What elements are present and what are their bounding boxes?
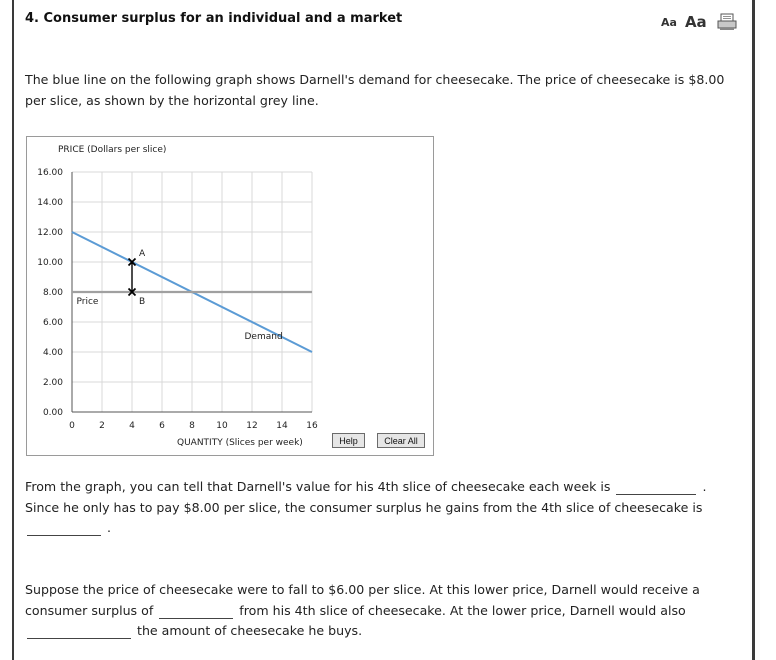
x-axis-title: QUANTITY (Slices per week) (177, 438, 303, 448)
value-4th-slice-input[interactable] (616, 480, 696, 495)
new-consumer-surplus-input[interactable] (159, 604, 233, 619)
x-tick-label: 6 (159, 421, 165, 431)
question-part-1 (25, 477, 730, 539)
question-title: 4. Consumer surplus for an individual and a market (25, 11, 403, 26)
consumer-surplus-input[interactable] (27, 521, 101, 536)
marker-label: B (139, 297, 146, 307)
x-tick-label: 16 (306, 421, 318, 431)
part2-text-a: Suppose the price of cheesecake were to fall to $6.00 per slice. At this lower price, Darnell would receive a consumer surplus of (25, 582, 700, 618)
y-tick-label: 8.00 (42, 288, 63, 298)
marker-label: A (139, 249, 146, 259)
price-line-label: Price (76, 297, 99, 307)
demand-chart (27, 137, 433, 455)
demand-line-label: Demand (244, 332, 283, 342)
graph-panel (26, 136, 434, 456)
part2-text-b: from his 4th slice of cheesecake. At the lower price, Darnell would also (239, 602, 686, 618)
help-button[interactable]: Help (332, 433, 365, 448)
y-tick-label: 2.00 (42, 378, 63, 388)
y-tick-label: 12.00 (37, 228, 63, 238)
part2-text-c: the amount of cheesecake he buys. (137, 623, 363, 638)
part1-text-a: From the graph, you can tell that Darnell's value for his 4th slice of cheesecake each week is (25, 479, 611, 494)
y-tick-label: 0.00 (42, 408, 63, 418)
y-tick-label: 4.00 (42, 348, 63, 358)
x-tick-label: 12 (246, 421, 258, 431)
y-tick-label: 6.00 (42, 318, 63, 328)
y-tick-label: 14.00 (37, 198, 63, 208)
x-tick-label: 8 (189, 421, 195, 431)
y-axis-title: PRICE (Dollars per slice) (58, 145, 167, 155)
font-size-controls (661, 9, 737, 31)
clear-all-button[interactable]: Clear All (377, 433, 425, 448)
font-larger-button[interactable]: Aa (684, 13, 707, 31)
y-tick-label: 16.00 (37, 168, 63, 178)
font-smaller-button[interactable]: Aa (661, 16, 677, 29)
left-border (12, 0, 14, 660)
right-border (752, 0, 755, 660)
x-tick-label: 14 (276, 421, 288, 431)
y-tick-label: 10.00 (37, 258, 63, 268)
part1-text-c: Since he only has to pay $8.00 per slice, the consumer surplus he gains from the 4th slice of cheesecake is (25, 499, 703, 515)
x-tick-label: 2 (99, 421, 105, 431)
part1-text-b: . (702, 479, 707, 494)
print-icon[interactable] (717, 13, 737, 31)
x-tick-label: 4 (129, 421, 135, 431)
part1-text-d: . (107, 520, 112, 535)
question-part-2 (25, 580, 730, 642)
x-tick-label: 10 (216, 421, 228, 431)
x-tick-label: 0 (69, 421, 75, 431)
quantity-change-input[interactable] (27, 624, 131, 639)
intro-text: The blue line on the following graph shows Darnell's demand for cheesecake. The price of cheesecake is $8.00 per slice, as shown by the horizontal grey line. (25, 72, 725, 108)
